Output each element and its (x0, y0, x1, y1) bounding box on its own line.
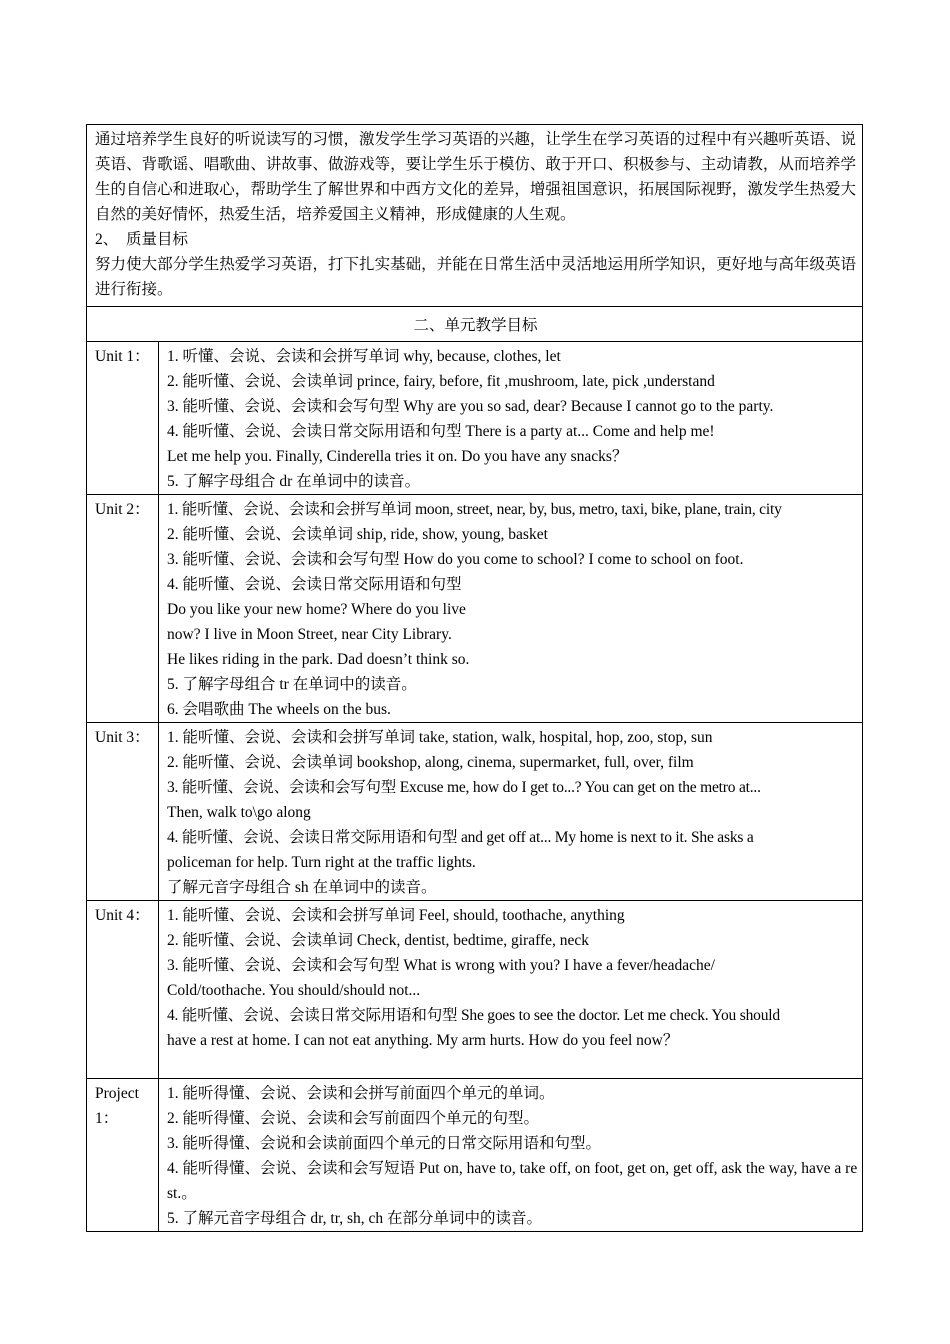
teaching-goals-table (86, 124, 863, 1232)
goal-line: 4. 能听懂、会说、会读日常交际用语和句型 and get off at... My home is next to it. She asks a (167, 829, 754, 846)
quality-goal-paragraph: 努力使大部分学生热爱学习英语，打下扎实基础，并能在日常生活中灵活地运用所学知识，更好地与高年级英语进行衔接。 (95, 256, 857, 298)
goal-line: 5. 了解元音字母组合 dr, tr, sh, ch 在部分单词中的读音。 (167, 1210, 543, 1227)
goal-line: 4. 能听得懂、会说、会读和会写短语 Put on, have to, take off, on foot, get on, get off, ask the way, have a rest.。 (167, 1160, 858, 1202)
goal-line: have a rest at home. I can not eat anything. My arm hurts. How do you feel now？ (167, 1032, 679, 1049)
goal-line: 5. 了解字母组合 tr 在单词中的读音。 (167, 676, 417, 693)
intro-cell (87, 125, 863, 307)
goal-line: 3. 能听懂、会说、会读和会写句型 Excuse me, how do I get to...? You can get on the metro at... (167, 779, 761, 796)
unit-label: Project 1： (87, 1079, 159, 1232)
goal-line: Do you like your new home? Where do you live (167, 601, 466, 618)
unit-row-project-1 (87, 1079, 863, 1232)
unit-label: Unit 1： (87, 342, 159, 495)
unit-label: Unit 3： (87, 723, 159, 901)
goal-line: Let me help you. Finally, Cinderella tries it on. Do you have any snacks？ (167, 448, 628, 465)
unit-content (159, 723, 863, 901)
unit-content (159, 495, 863, 723)
intro-row (87, 125, 863, 307)
goal-line: 1. 能听懂、会说、会读和会拼写单词 Feel, should, toothache, anything (167, 907, 625, 924)
unit-row-2 (87, 495, 863, 723)
goal-line: Cold/toothache. You should/should not... (167, 982, 421, 999)
goal-line: 2. 能听懂、会说、会读单词 bookshop, along, cinema, supermarket, full, over, film (167, 754, 694, 771)
unit-content (159, 342, 863, 495)
goal-line: 3. 能听懂、会说、会读和会写句型 How do you come to school? I come to school on foot. (167, 551, 744, 568)
goal-line: 1. 能听懂、会说、会读和会拼写单词 take, station, walk, hospital, hop, zoo, stop, sun (167, 729, 713, 746)
goal-line: 3. 能听懂、会说、会读和会写句型 Why are you so sad, dear? Because I cannot go to the party. (167, 398, 774, 415)
goal-line: 2. 能听懂、会说、会读单词 prince, fairy, before, fit ,mushroom, late, pick ,understand (167, 373, 715, 390)
unit-label: Unit 2： (87, 495, 159, 723)
unit-row-4 (87, 901, 863, 1079)
goal-line: 5. 了解字母组合 dr 在单词中的读音。 (167, 473, 421, 490)
unit-row-1 (87, 342, 863, 495)
intro-paragraph: 通过培养学生良好的听说读写的习惯，激发学生学习英语的兴趣，让学生在学习英语的过程中有兴趣听英语、说英语、背歌谣、唱歌曲、讲故事、做游戏等，要让学生乐于模仿、敢于开口、积极参与、主动请教，从而培养学生的自信心和进取心，帮助学生了解世界和中西方文化的差异，增强祖国意识，拓展国际视野，激发学生热爱大自然的美好情怀，热爱生活，培养爱国主义精神，形成健康的人生观。 (95, 131, 857, 223)
goal-line: 1. 能听懂、会说、会读和会拼写单词 moon, street, near, by, bus, metro, taxi, bike, plane, train, city (167, 501, 782, 518)
section-heading: 二、单元教学目标 (87, 307, 863, 342)
goal-line: 4. 能听懂、会说、会读日常交际用语和句型 There is a party at... Come and help me! (167, 423, 715, 440)
goal-line: Then, walk to\go along (167, 804, 311, 821)
goal-line: 3. 能听懂、会说、会读和会写句型 What is wrong with you? I have a fever/headache/ (167, 957, 715, 974)
goal-line: 1. 听懂、会说、会读和会拼写单词 why, because, clothes, let (167, 348, 561, 365)
goal-line: 了解元音字母组合 sh 在单词中的读音。 (167, 879, 437, 896)
unit-label: Unit 4： (87, 901, 159, 1079)
quality-goal-heading: 2、 质量目标 (95, 231, 189, 248)
goal-line: He likes riding in the park. Dad doesn’t think so. (167, 651, 470, 668)
goal-line: policeman for help. Turn right at the traffic lights. (167, 854, 476, 871)
goal-line: 2. 能听懂、会说、会读单词 Check, dentist, bedtime, giraffe, neck (167, 932, 590, 949)
goal-line: 2. 能听得懂、会说、会读和会写前面四个单元的句型。 (167, 1110, 540, 1127)
goal-line: 3. 能听得懂、会说和会读前面四个单元的日常交际用语和句型。 (167, 1135, 602, 1152)
section-heading-row (87, 307, 863, 342)
unit-content (159, 901, 863, 1079)
blank-line (167, 1053, 858, 1078)
goal-line: 4. 能听懂、会说、会读日常交际用语和句型 (167, 576, 462, 593)
goal-line: 6. 会唱歌曲 The wheels on the bus. (167, 701, 391, 718)
unit-content (159, 1079, 863, 1232)
goal-line: 4. 能听懂、会说、会读日常交际用语和句型 She goes to see the doctor. Let me check. You should (167, 1007, 780, 1024)
unit-row-3 (87, 723, 863, 901)
goal-line: 2. 能听懂、会说、会读单词 ship, ride, show, young, basket (167, 526, 548, 543)
goal-line: now? I live in Moon Street, near City Library. (167, 626, 452, 643)
goal-line: 1. 能听得懂、会说、会读和会拼写前面四个单元的单词。 (167, 1085, 555, 1102)
